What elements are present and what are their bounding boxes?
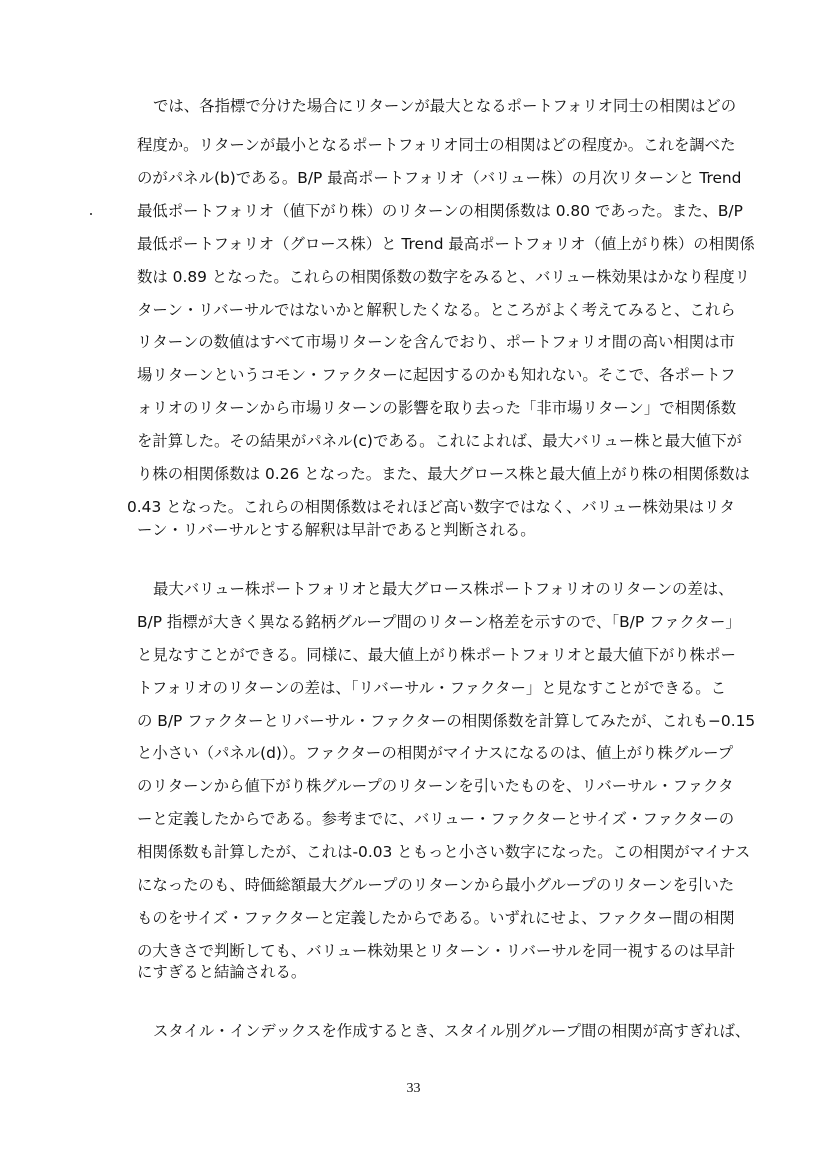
paragraph-1-line-13: 0.43 となった。これらの相関係数はそれほど高い数字ではなく、バリュー株効果はリタ [127, 498, 735, 516]
paragraph-1-line-5: 最低ポートフォリオ（グロース株）と Trend 最高ポートフォリオ（値上がり株）の相関係 [137, 235, 755, 253]
paragraph-1-line-4: 最低ポートフォリオ（値下がり株）のリターンの相関係数は 0.80 であった。また、B/P [137, 202, 743, 220]
paragraph-1-line-9: 場リターンというコモン・ファクターに起因するのかも知れない。そこで、各ポートフ [137, 366, 736, 384]
paragraph-1-line-3: のがパネル(b)である。B/P 最高ポートフォリオ（バリュー株）の月次リターンと Trend [137, 169, 742, 187]
paragraph-2-line-2: B/P 指標が大きく異なる銘柄グループ間のリターン格差を示すので、「B/P ファクター」 [137, 613, 741, 631]
paragraph-1-line-11: を計算した。その結果がパネル(c)である。これによれば、最大バリュー株と最大値下が [137, 432, 742, 450]
margin-mark [90, 213, 92, 215]
paragraph-2-line-10: になったのも、時価総額最大グループのリターンから最小グループのリターンを引いた [137, 876, 735, 894]
paragraph-2-line-13: にすぎると結論される。 [137, 963, 307, 981]
paragraph-2-line-8: ーと定義したからである。参考までに、バリュー・ファクターとサイズ・ファクターの [137, 810, 735, 828]
paragraph-1-line-2: 程度か。リターンが最小となるポートフォリオ同士の相関はどの程度か。これを調べた [137, 136, 736, 154]
paragraph-2-line-4: トフォリオのリターンの差は、「リバーサル・ファクター」と見なすことができる。こ [137, 679, 726, 697]
paragraph-2-line-1: 最大バリュー株ポートフォリオと最大グロース株ポートフォリオのリターンの差は、 [153, 580, 734, 598]
paragraph-1-line-7: ターン・リバーサルではないかと解釈したくなる。ところがよく考えてみると、これら [137, 301, 736, 319]
paragraph-1-line-12: り株の相関係数は 0.26 となった。また、最大グロース株と最大値上がり株の相関係数は [137, 465, 750, 483]
paragraph-1-line-1: では、各指標で分けた場合にリターンが最大となるポートフォリオ同士の相関はどの [153, 97, 737, 115]
paragraph-1-line-10: ォリオのリターンから市場リターンの影響を取り去った「非市場リターン」で相関係数 [137, 399, 737, 417]
paragraph-2-line-9: 相関係数も計算したが、これは-0.03 ともっと小さい数字になった。この相関がマイナス [137, 843, 751, 861]
paragraph-2-line-3: と見なすことができる。同様に、最大値上がり株ポートフォリオと最大値下がり株ポー [137, 646, 736, 664]
paragraph-2-line-11: ものをサイズ・ファクターと定義したからである。いずれにせよ、ファクター間の相関 [137, 909, 735, 927]
paragraph-2-line-5: の B/P ファクターとリバーサル・ファクターの相関係数を計算してみたが、これも−0.15 [137, 712, 756, 730]
paragraph-2-line-7: のリターンから値下がり株グループのリターンを引いたものを、リバーサル・ファクタ [137, 777, 734, 795]
paragraph-2-line-6: と小さい（パネル(d)）。ファクターの相関がマイナスになるのは、値上がり株グループ [137, 744, 734, 762]
page-number: 33 [406, 1081, 421, 1096]
paragraph-1-line-6: 数は 0.89 となった。これらの相関係数の数字をみると、バリュー株効果はかなり程度リ [137, 268, 751, 286]
paragraph-1-line-8: リターンの数値はすべて市場リターンを含んでおり、ポートフォリオ間の高い相関は市 [137, 333, 735, 351]
paragraph-2-line-12: の大きさで判断しても、バリュー株効果とリターン・リバーサルを同一視するのは早計 [137, 942, 736, 960]
paragraph-1-line-14: ーン・リバーサルとする解釈は早計であると判断される。 [137, 521, 536, 539]
paragraph-3-line-1: スタイル・インデックスを作成するとき、スタイル別グループ間の相関が高すぎれば、 [153, 1022, 751, 1040]
